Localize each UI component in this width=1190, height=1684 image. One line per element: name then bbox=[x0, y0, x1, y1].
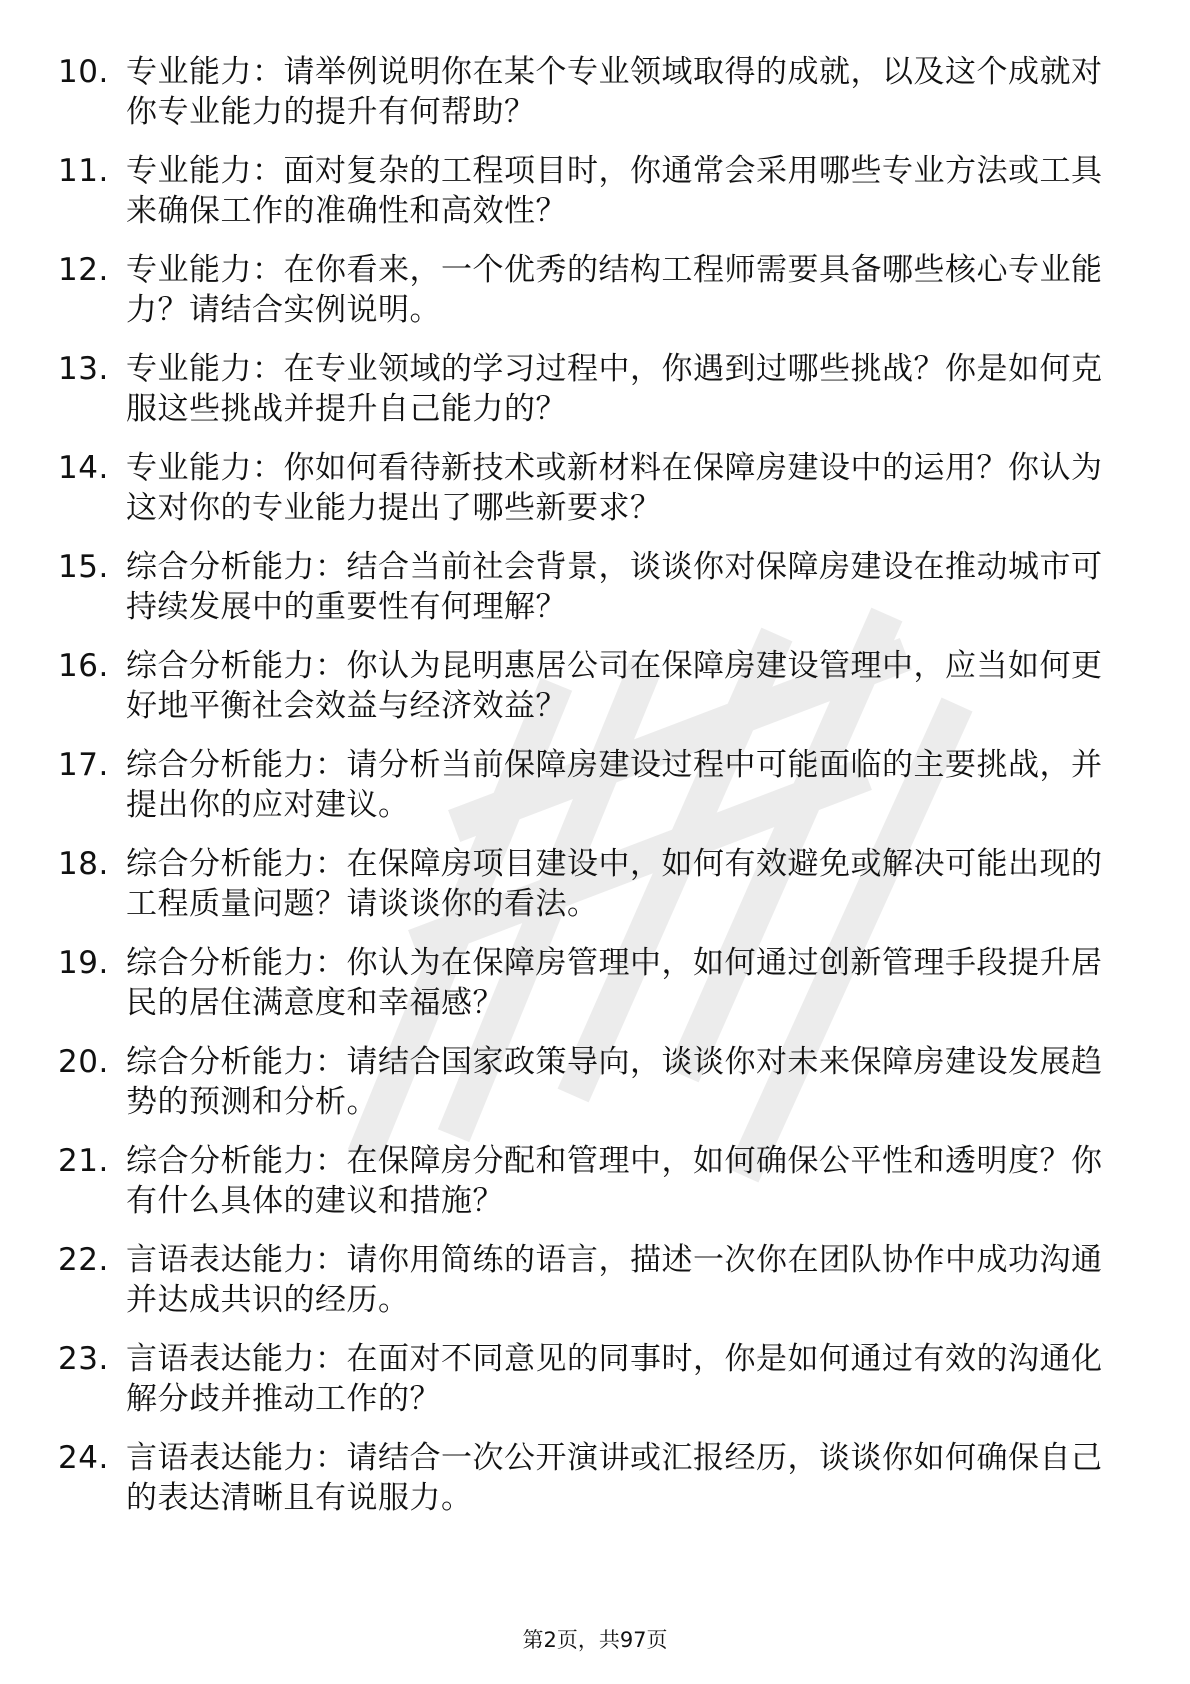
question-number: 19. bbox=[58, 945, 109, 981]
page-number-label: 第2页，共97页 bbox=[522, 1628, 668, 1652]
question-text: 专业能力：在你看来，一个优秀的结构工程师需要具备哪些核心专业能力？请结合实例说明。 bbox=[126, 252, 1103, 328]
question-text: 言语表达能力：请你用简练的语言，描述一次你在团队协作中成功沟通并达成共识的经历。 bbox=[126, 1242, 1103, 1318]
question-text: 言语表达能力：请结合一次公开演讲或汇报经历，谈谈你如何确保自己的表达清晰且有说服力。 bbox=[126, 1440, 1103, 1516]
question-text: 专业能力：面对复杂的工程项目时，你通常会采用哪些专业方法或工具来确保工作的准确性和高效性？ bbox=[126, 153, 1103, 229]
question-number: 24. bbox=[58, 1440, 109, 1476]
question-item bbox=[58, 349, 1118, 429]
question-item bbox=[58, 1141, 1118, 1221]
question-text: 言语表达能力：在面对不同意见的同事时，你是如何通过有效的沟通化解分歧并推动工作的？ bbox=[126, 1341, 1103, 1417]
question-item bbox=[58, 547, 1118, 627]
page-footer bbox=[0, 1624, 1190, 1654]
question-number: 16. bbox=[58, 648, 109, 684]
question-number: 22. bbox=[58, 1242, 109, 1278]
question-item bbox=[58, 943, 1118, 1023]
question-item bbox=[58, 250, 1118, 330]
question-text: 综合分析能力：在保障房分配和管理中，如何确保公平性和透明度？你有什么具体的建议和措施？ bbox=[126, 1143, 1103, 1219]
question-number: 11. bbox=[58, 153, 109, 189]
question-number: 23. bbox=[58, 1341, 109, 1377]
question-item bbox=[58, 448, 1118, 528]
question-item bbox=[58, 1042, 1118, 1122]
question-text: 综合分析能力：在保障房项目建设中，如何有效避免或解决可能出现的工程质量问题？请谈谈你的看法。 bbox=[126, 846, 1103, 922]
question-text: 综合分析能力：请分析当前保障房建设过程中可能面临的主要挑战，并提出你的应对建议。 bbox=[126, 747, 1103, 823]
question-number: 13. bbox=[58, 351, 109, 387]
question-number: 10. bbox=[58, 54, 109, 90]
question-item bbox=[58, 745, 1118, 825]
question-item bbox=[58, 52, 1118, 132]
question-item bbox=[58, 844, 1118, 924]
question-number: 18. bbox=[58, 846, 109, 882]
question-number: 17. bbox=[58, 747, 109, 783]
question-item bbox=[58, 646, 1118, 726]
question-number: 12. bbox=[58, 252, 109, 288]
question-text: 专业能力：你如何看待新技术或新材料在保障房建设中的运用？你认为这对你的专业能力提出了哪些新要求？ bbox=[126, 450, 1103, 526]
question-item bbox=[58, 151, 1118, 231]
question-item bbox=[58, 1240, 1118, 1320]
question-number: 14. bbox=[58, 450, 109, 486]
question-number: 20. bbox=[58, 1044, 109, 1080]
question-number: 21. bbox=[58, 1143, 109, 1179]
question-text: 综合分析能力：你认为昆明惠居公司在保障房建设管理中，应当如何更好地平衡社会效益与经济效益？ bbox=[126, 648, 1103, 724]
question-item bbox=[58, 1438, 1118, 1518]
question-item bbox=[58, 1339, 1118, 1419]
question-number: 15. bbox=[58, 549, 109, 585]
question-text: 专业能力：在专业领域的学习过程中，你遇到过哪些挑战？你是如何克服这些挑战并提升自己能力的？ bbox=[126, 351, 1103, 427]
question-text: 专业能力：请举例说明你在某个专业领域取得的成就，以及这个成就对你专业能力的提升有何帮助？ bbox=[126, 54, 1103, 130]
question-text: 综合分析能力：请结合国家政策导向，谈谈你对未来保障房建设发展趋势的预测和分析。 bbox=[126, 1044, 1103, 1120]
question-text: 综合分析能力：你认为在保障房管理中，如何通过创新管理手段提升居民的居住满意度和幸福感？ bbox=[126, 945, 1103, 1021]
question-text: 综合分析能力：结合当前社会背景，谈谈你对保障房建设在推动城市可持续发展中的重要性有何理解？ bbox=[126, 549, 1103, 625]
question-list bbox=[58, 52, 1118, 1537]
